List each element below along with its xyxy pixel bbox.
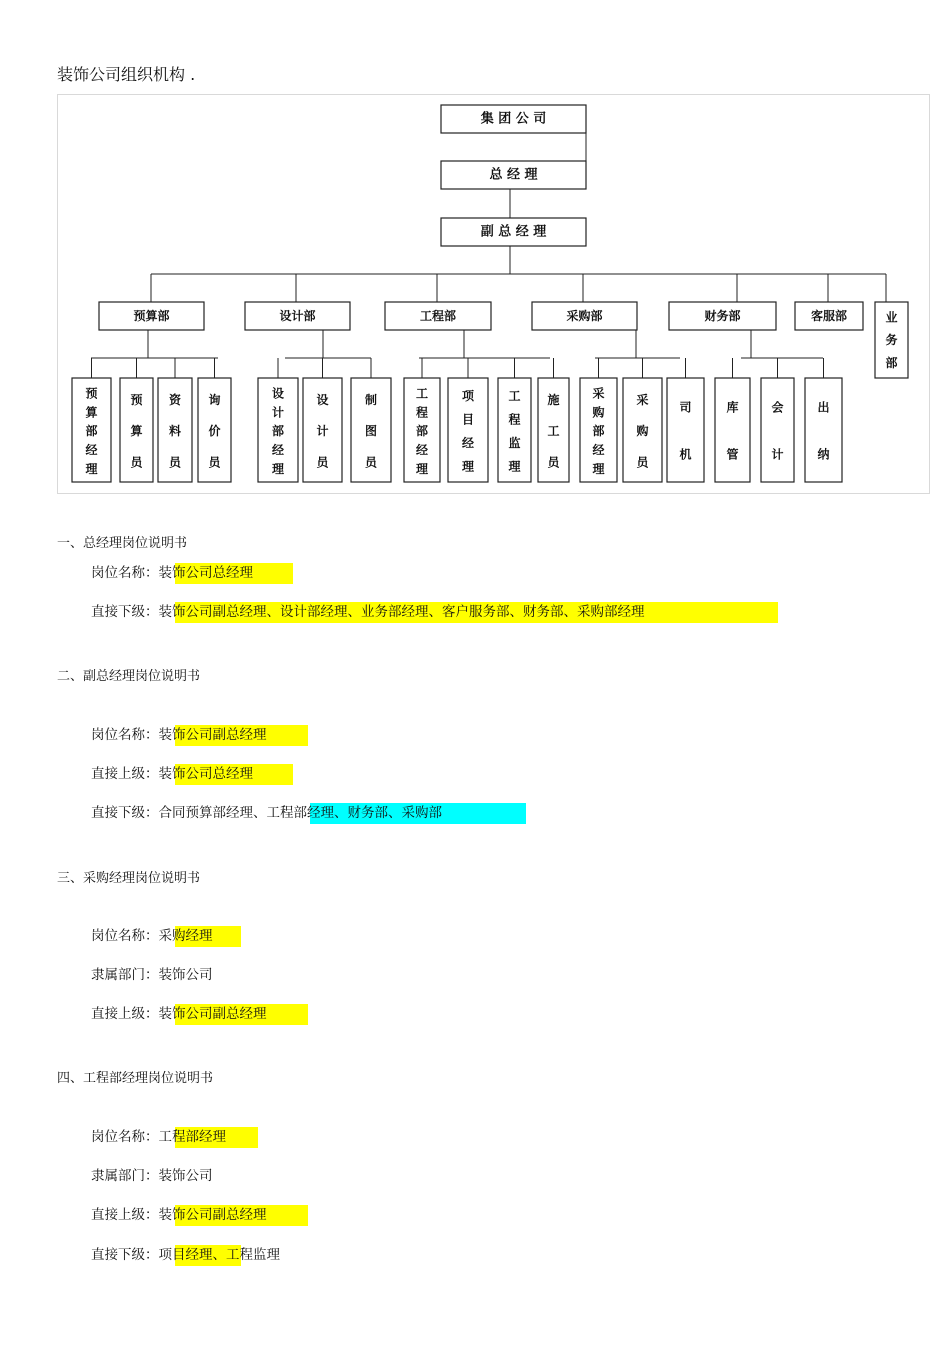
sub-role-label: 施工员 [547,392,560,470]
field-row [91,926,213,946]
field-row [91,803,442,823]
field-label: 直接下级： [91,1247,159,1263]
section-heading: 四、工程部经理岗位说明书 [57,1071,214,1086]
field-row [91,563,253,583]
dept-label: 财务部 [704,309,741,323]
document-title: 装饰公司组织机构 . [57,65,196,84]
field-value: 装饰公司副总经理 [158,727,267,743]
sub-role-box [761,378,794,482]
field-label: 岗位名称： [91,928,159,944]
sub-role-label: 询价员 [208,392,221,470]
sub-role-label: 出纳 [817,400,830,462]
section-heading: 一、总经理岗位说明书 [57,536,188,551]
dept-label: 预算部 [133,309,170,323]
dept-label: 工程部 [419,309,457,323]
org-chart-frame [57,94,930,494]
sub-role-label: 工程监理 [508,388,521,474]
field-label: 直接上级： [91,766,159,782]
field-row [91,602,645,622]
sub-role-label: 项目经理 [461,388,475,474]
field-value: 装饰公司副总经理 [158,1207,267,1223]
field-row [91,1245,280,1265]
dept-label: 业务部 [885,310,898,370]
field-label: 岗位名称： [91,565,159,581]
field-label: 直接上级： [91,1006,159,1022]
gm-label: 总 经 理 [489,167,538,183]
field-value: 合同预算部经理、工程部经理、财务部、采购部 [158,805,442,821]
sub-role-box [805,378,842,482]
field-row [91,764,253,784]
sub-role-label: 预算部经理 [85,386,98,476]
sub-role-label: 库管 [726,400,739,462]
field-label: 隶属部门： [91,967,159,983]
field-row [91,1004,267,1024]
org-chart [58,95,929,493]
field-value: 装饰公司副总经理 [158,1006,267,1022]
field-row [91,1127,226,1147]
sub-role-label: 预算员 [130,392,143,470]
sub-role-label: 会计 [771,400,784,462]
sub-role-label: 设计部经理 [271,386,285,476]
field-value: 装饰公司 [158,1168,213,1184]
field-value: 项目经理、工程监理 [158,1247,280,1263]
field-row [91,725,267,745]
field-value: 装饰公司副总经理、设计部经理、业务部经理、客户服务部、财务部、采购部经理 [158,604,645,620]
field-label: 直接上级： [91,1207,159,1223]
sub-role-label: 司机 [679,400,692,462]
sub-role-label: 工程部经理 [415,386,429,476]
sub-role-label: 采购员 [636,392,649,470]
sub-role-box [715,378,750,482]
section-heading: 二、副总经理岗位说明书 [57,669,201,684]
sub-role-label: 采购部经理 [592,386,605,476]
field-label: 直接下级： [91,805,159,821]
field-row [91,965,213,985]
field-value: 装饰公司总经理 [158,565,253,581]
section-heading: 三、采购经理岗位说明书 [57,871,201,886]
dept-label: 客服部 [810,309,848,323]
field-label: 直接下级： [91,604,159,620]
field-row [91,1166,213,1186]
field-label: 岗位名称： [91,1129,159,1145]
sub-role-box [667,378,704,482]
dept-label: 设计部 [279,309,316,323]
sub-role-label: 资料员 [168,392,182,470]
field-value: 装饰公司 [158,967,213,983]
sub-role-label: 制图员 [364,392,378,470]
dept-label: 采购部 [566,309,603,323]
sub-role-label: 设计员 [316,392,329,470]
group-company-label: 集 团 公 司 [480,111,547,127]
field-value: 采购经理 [158,928,213,944]
vgm-label: 副 总 经 理 [480,224,547,240]
field-label: 岗位名称： [91,727,159,743]
field-label: 隶属部门： [91,1168,159,1184]
field-value: 装饰公司总经理 [158,766,253,782]
field-value: 工程部经理 [158,1129,226,1145]
field-row [91,1205,267,1225]
